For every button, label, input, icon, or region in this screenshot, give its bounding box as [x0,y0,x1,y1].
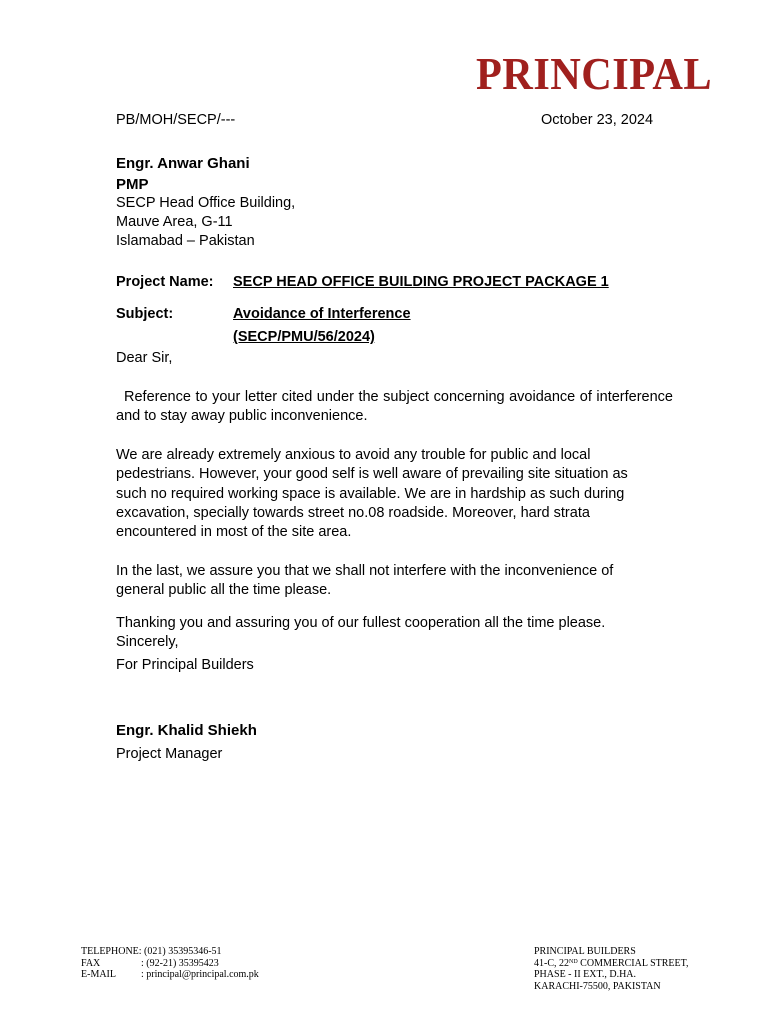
signatory-title: Project Manager [116,746,223,762]
project-label: Project Name: [116,274,214,290]
email-label: E-MAIL [81,969,116,980]
telephone-value: (021) 35395346-51 [144,946,222,957]
recipient-title: PMP [116,176,149,193]
body-paragraph-4: Thanking you and assuring you of our fullest cooperation all the time please. [116,615,606,631]
address-street: COMMERCIAL STREET, [577,957,689,969]
recipient-address-line-3: Islamabad – Pakistan [116,233,255,249]
subject-label: Subject: [116,306,174,322]
body-paragraph-2-line-1: We are already extremely anxious to avoid any trouble for public and local [116,447,591,463]
footer-address-line-3: KARACHI-75500, PAKISTAN [534,980,661,992]
fax-label: FAX [81,957,101,969]
footer-address [534,946,689,992]
signatory-name: Engr. Khalid Shiekh [116,722,257,739]
recipient-name: Engr. Anwar Ghani [116,155,250,172]
closing: Sincerely, [116,634,179,650]
letter-date: October 23, 2024 [541,112,654,128]
footer-email [81,969,259,981]
recipient-address-line-2: Mauve Area, G-11 [116,214,233,230]
project-name: SECP HEAD OFFICE BUILDING PROJECT PACKAGE 1 [233,274,609,290]
email-value: : principal@principal.com.pk [141,969,259,980]
footer-company: PRINCIPAL BUILDERS [534,946,636,957]
body-paragraph-3-line-1: In the last, we assure you that we shall not interfere with the inconvenience of [116,563,614,579]
footer-fax [81,958,259,970]
company-logo: PRINCIPAL [476,48,713,99]
body-paragraph-3-line-2: general public all the time please. [116,582,332,598]
fax-value: : (92-21) 35395423 [141,957,219,969]
reference-number: PB/MOH/SECP/--- [116,112,236,128]
telephone-label: TELEPHONE: [81,946,142,957]
address-number: 41-C, 22 [534,957,569,969]
body-paragraph-2-line-3: such no required working space is available. We are in hardship as such during [116,486,625,502]
body-paragraph-2-line-2: pedestrians. However, your good self is well aware of prevailing site situation as [116,466,628,482]
footer-address-line-1 [534,958,689,970]
footer-contact [81,946,259,981]
body-paragraph-1: Reference to your letter cited under the subject concerning avoidance of interference and to stay away public inconvenience. [116,389,673,425]
footer-address-line-2: PHASE - II EXT., D.HA. [534,969,637,980]
address-ordinal: ND [569,958,578,965]
body-paragraph-2-line-4: excavation, specially towards street no.08 roadside. Moreover, hard strata [116,505,590,521]
subject-line-1: Avoidance of Interference [233,306,411,322]
subject-line-2: (SECP/PMU/56/2024) [233,329,375,345]
recipient-address-line-1: SECP Head Office Building, [116,195,296,211]
salutation: Dear Sir, [116,350,173,366]
body-paragraph-2-line-5: encountered in most of the site area. [116,524,352,540]
footer-telephone [81,946,259,958]
company-line: For Principal Builders [116,657,254,673]
